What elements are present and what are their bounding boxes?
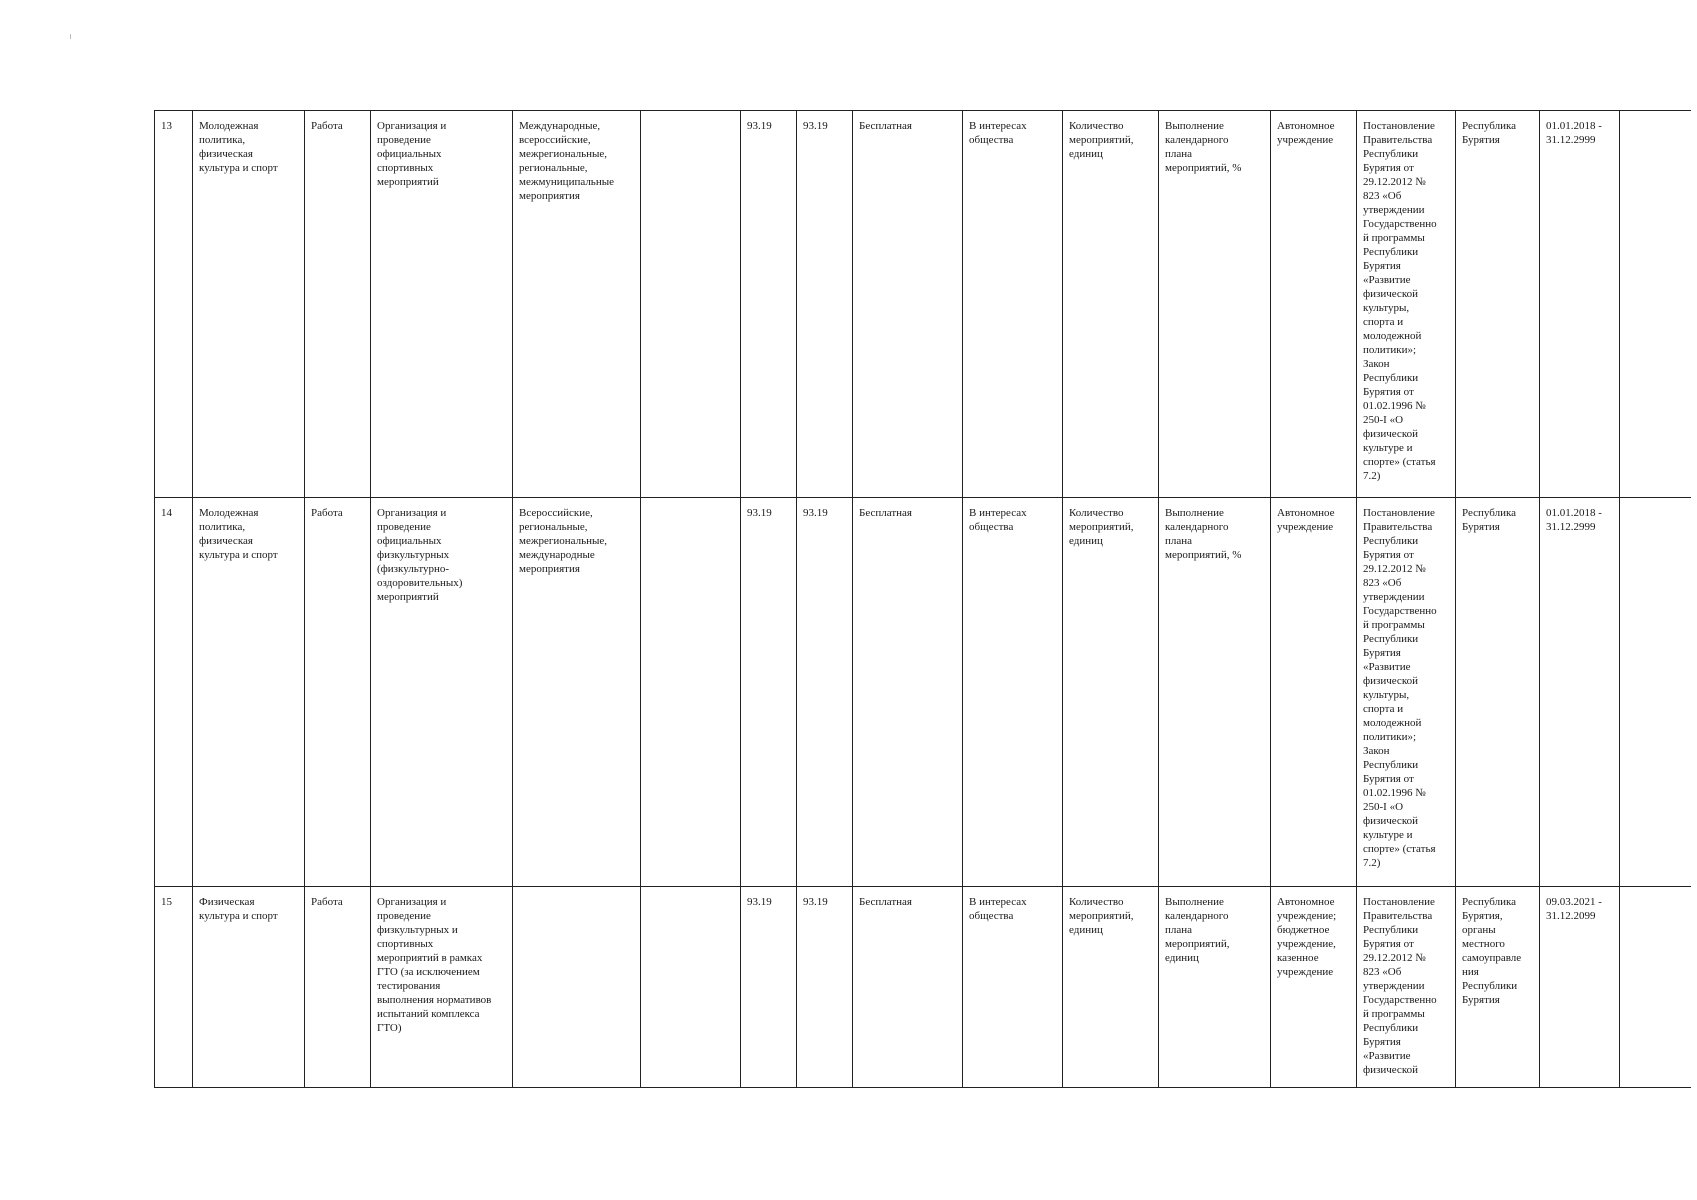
- blank-cell: [641, 111, 741, 498]
- founder: Республика Бурятия: [1456, 498, 1540, 887]
- quality-indicator: Выполнение календарного плана мероприятий, единиц: [1159, 887, 1271, 1088]
- consumers: В интересах общества: [963, 498, 1063, 887]
- fee-type: Бесплатная: [853, 887, 963, 1088]
- validity-period: 09.03.2021 - 31.12.2099: [1540, 887, 1620, 1088]
- okved-code: 93.19: [741, 111, 797, 498]
- blank-cell: [641, 887, 741, 1088]
- work-name: Организация и проведение официальных физкультурных (физкультурно- оздоровительных) мероприятий: [371, 498, 513, 887]
- table-row: [155, 887, 1691, 1088]
- legal-basis: Постановление Правительства Республики Бурятия от 29.12.2012 № 823 «Об утверждении Государственно й программы Республики Бурятия «Развитие физической культуры, спорта и молодежной политики»; Закон Республики Бурятия от 01.02.1996 № 250-I «О физической культуре и спорте» (статья 7.2): [1357, 111, 1456, 498]
- legal-basis: Постановление Правительства Республики Бурятия от 29.12.2012 № 823 «Об утверждении Государственно й программы Республики Бурятия «Развитие физической культуры, спорта и молодежной политики»; Закон Республики Бурятия от 01.02.1996 № 250-I «О физической культуре и спорте» (статья 7.2): [1357, 498, 1456, 887]
- blank-cell: [1620, 498, 1691, 887]
- validity-period: 01.01.2018 - 31.12.2999: [1540, 498, 1620, 887]
- table-row: [155, 111, 1691, 498]
- activity-area: Физическая культура и спорт: [193, 887, 305, 1088]
- consumers: В интересах общества: [963, 887, 1063, 1088]
- okved-code: 93.19: [741, 887, 797, 1088]
- entry-type: Работа: [305, 887, 371, 1088]
- founder: Республика Бурятия, органы местного самоуправле ния Республики Бурятия: [1456, 887, 1540, 1088]
- okved-code: 93.19: [797, 498, 853, 887]
- fee-type: Бесплатная: [853, 498, 963, 887]
- activity-area: Молодежная политика, физическая культура и спорт: [193, 111, 305, 498]
- volume-indicator: Количество мероприятий, единиц: [1063, 498, 1159, 887]
- institution-type: Автономное учреждение; бюджетное учреждение, казенное учреждение: [1271, 887, 1357, 1088]
- services-table: [154, 110, 1691, 1088]
- scan-mark: [70, 34, 71, 39]
- entry-type: Работа: [305, 498, 371, 887]
- fee-type: Бесплатная: [853, 111, 963, 498]
- table-row: [155, 498, 1691, 887]
- volume-indicator: Количество мероприятий, единиц: [1063, 887, 1159, 1088]
- okved-code: 93.19: [797, 887, 853, 1088]
- activity-area: Молодежная политика, физическая культура и спорт: [193, 498, 305, 887]
- row-number: 15: [155, 887, 193, 1088]
- okved-code: 93.19: [797, 111, 853, 498]
- work-content: Международные, всероссийские, межрегиональные, региональные, межмуниципальные мероприятия: [513, 111, 641, 498]
- founder: Республика Бурятия: [1456, 111, 1540, 498]
- legal-basis: Постановление Правительства Республики Бурятия от 29.12.2012 № 823 «Об утверждении Государственно й программы Республики Бурятия «Развитие физической: [1357, 887, 1456, 1088]
- row-number: 13: [155, 111, 193, 498]
- validity-period: 01.01.2018 - 31.12.2999: [1540, 111, 1620, 498]
- row-number: 14: [155, 498, 193, 887]
- volume-indicator: Количество мероприятий, единиц: [1063, 111, 1159, 498]
- institution-type: Автономное учреждение: [1271, 498, 1357, 887]
- quality-indicator: Выполнение календарного плана мероприятий, %: [1159, 111, 1271, 498]
- entry-type: Работа: [305, 111, 371, 498]
- blank-cell: [1620, 887, 1691, 1088]
- blank-cell: [1620, 111, 1691, 498]
- okved-code: 93.19: [741, 498, 797, 887]
- work-name: Организация и проведение официальных спортивных мероприятий: [371, 111, 513, 498]
- work-content: Всероссийские, региональные, межрегиональные, международные мероприятия: [513, 498, 641, 887]
- consumers: В интересах общества: [963, 111, 1063, 498]
- work-name: Организация и проведение физкультурных и спортивных мероприятий в рамках ГТО (за исключением тестирования выполнения нормативов испытаний комплекса ГТО): [371, 887, 513, 1088]
- work-content: [513, 887, 641, 1088]
- quality-indicator: Выполнение календарного плана мероприятий, %: [1159, 498, 1271, 887]
- blank-cell: [641, 498, 741, 887]
- institution-type: Автономное учреждение: [1271, 111, 1357, 498]
